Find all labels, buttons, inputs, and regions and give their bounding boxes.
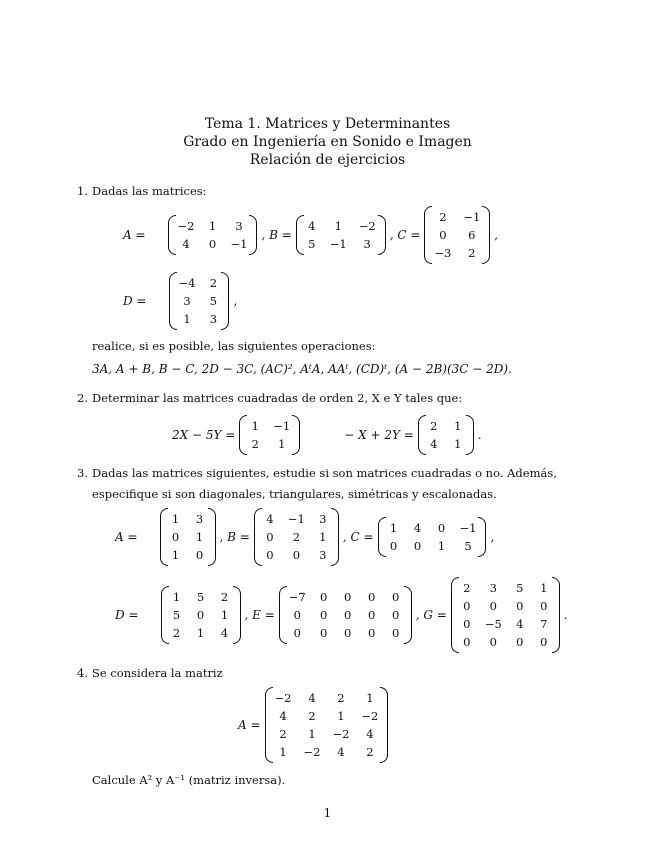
matrix-entry: 5 (196, 590, 205, 604)
matrix-entry: 0 (195, 548, 204, 562)
matrix-entry: 4 (182, 237, 190, 251)
matrix-body (296, 215, 386, 255)
matrix-entry: 2 (366, 745, 374, 759)
comma: , (233, 294, 238, 308)
matrix-entry: 0 (368, 608, 376, 622)
p1-text-2: realice, si es posible, las siguientes operaciones: (92, 339, 376, 353)
label-b: , B = (261, 228, 292, 242)
matrix-entry: 2 (172, 626, 181, 640)
matrix-entry: 6 (468, 228, 476, 242)
matrix-entry: 1 (540, 581, 548, 595)
matrix-entry: 1 (208, 219, 217, 233)
label-d: D = (123, 294, 147, 308)
matrix-entry: 1 (308, 727, 316, 741)
matrix-a (265, 687, 389, 763)
matrix-entry: 0 (292, 548, 301, 562)
matrix-entry: 1 (278, 437, 286, 451)
right-paren (482, 206, 490, 264)
problem-number: 1. (77, 184, 88, 198)
matrix-body (378, 517, 487, 557)
matrix-entry: 0 (463, 617, 471, 631)
matrix-entry: 0 (320, 590, 328, 604)
matrix-entry: 2 (439, 210, 447, 224)
left-paren (279, 586, 287, 644)
matrix-entry: 4 (430, 437, 438, 451)
p1-operations: 3A, A + B, B − C, 2D − 3C, (AC)², AᵗA, AAᵗ, (CD)ᵗ, (A − 2B)(3C − 2D). (92, 362, 512, 376)
problem-text-1: Dadas las matrices siguientes, estudie si son matrices cuadradas o no. Además, (92, 466, 557, 480)
matrix-entry: 2 (251, 437, 259, 451)
label-c: , C = (389, 228, 421, 242)
matrix-entry: 1 (334, 219, 342, 233)
p3-matrices-row-1 (115, 504, 494, 570)
p1-matrices-row-2 (123, 268, 237, 334)
matrix-a (168, 215, 258, 255)
equation-1: 2X − 5Y = (172, 428, 236, 442)
p3-matrices-row-2 (115, 574, 568, 656)
matrix-body (168, 215, 258, 255)
problem-intro: Dadas las matrices: (92, 184, 207, 198)
problem-number: 3. (77, 466, 88, 480)
matrix-entry: 1 (171, 512, 180, 526)
matrix-entry: 0 (293, 608, 301, 622)
matrix-entry: 0 (540, 599, 548, 613)
matrix-entry: 0 (368, 590, 376, 604)
matrix-entry: −3 (434, 246, 452, 260)
comma: , (490, 530, 495, 544)
matrix-entry: −1 (463, 210, 481, 224)
matrix-entry: 3 (319, 512, 327, 526)
matrix-entry: 0 (293, 626, 301, 640)
matrix-entry: 1 (337, 709, 345, 723)
comma: , (494, 228, 499, 242)
matrix-entry: 1 (195, 530, 204, 544)
left-paren (265, 687, 273, 763)
matrix-entry: 2 (279, 727, 287, 741)
title-block (0, 115, 655, 169)
matrix-entry: 0 (437, 521, 446, 535)
right-paren (331, 508, 339, 566)
matrix-entry: 3 (319, 548, 327, 562)
matrix-entry: 1 (279, 745, 287, 759)
matrix-entry: 0 (266, 548, 274, 562)
matrix-entry: 1 (454, 419, 462, 433)
matrix-entry: 0 (489, 599, 497, 613)
matrix-entry: 1 (171, 548, 180, 562)
right-paren (478, 517, 486, 557)
matrix-body (169, 272, 230, 330)
matrix-entry: 0 (368, 626, 376, 640)
matrix-entry: 0 (463, 599, 471, 613)
left-paren (451, 577, 459, 653)
problem-text-2: especifique si son diagonales, triangulares, simétricas y escalonadas. (92, 487, 497, 501)
label-c: , C = (342, 530, 374, 544)
matrix-entry: 0 (439, 228, 447, 242)
matrix-entry: 4 (308, 219, 316, 233)
label-d: D = (115, 608, 139, 622)
page-number: 1 (323, 806, 332, 820)
matrix-entry: 2 (209, 276, 218, 290)
matrix-c (378, 517, 487, 557)
title-line-1: Tema 1. Matrices y Determinantes (204, 116, 451, 132)
matrix-entry: 5 (516, 581, 524, 595)
matrix-entry: 2 (463, 581, 471, 595)
matrix-entry: 0 (392, 590, 400, 604)
matrix-e (279, 586, 412, 644)
matrix-entry: 1 (196, 626, 205, 640)
matrix-entry: 0 (344, 590, 352, 604)
matrix-entry: 3 (235, 219, 243, 233)
label-a: A = (115, 530, 138, 544)
period: . (477, 428, 482, 442)
matrix-entry: 0 (320, 626, 328, 640)
matrix-entry: −5 (484, 617, 502, 631)
matrix-g (451, 577, 560, 653)
matrix-entry: 2 (337, 691, 345, 705)
matrix-entry: 0 (392, 608, 400, 622)
matrix-entry: 0 (463, 635, 471, 649)
left-paren (254, 508, 262, 566)
matrix-entry: 4 (516, 617, 524, 631)
matrix-entry: 2 (220, 590, 229, 604)
matrix-entry: 4 (413, 521, 422, 535)
matrix-entry: 1 (389, 521, 398, 535)
right-paren (249, 215, 257, 255)
right-paren (233, 586, 241, 644)
matrix-entry: 3 (489, 581, 497, 595)
problem-text: Se considera la matriz (92, 666, 223, 680)
matrix-entry: 3 (183, 294, 191, 308)
matrix-entry: 0 (196, 608, 205, 622)
matrix-entry: −2 (303, 745, 321, 759)
right-paren (404, 586, 412, 644)
matrix-entry: 0 (389, 539, 398, 553)
matrix-entry: 0 (208, 237, 217, 251)
matrix-entry: 1 (220, 608, 229, 622)
matrix-entry: 0 (344, 626, 352, 640)
matrix-entry: 1 (251, 419, 259, 433)
matrix-a (160, 508, 216, 566)
left-paren (168, 215, 176, 255)
label-e: , E = (244, 608, 275, 622)
matrix-entry: −2 (177, 219, 195, 233)
matrix-b (254, 508, 339, 566)
matrix-entry: 7 (540, 617, 548, 631)
period: . (563, 608, 568, 622)
matrix-entry: 3 (195, 512, 204, 526)
right-paren (221, 272, 229, 330)
matrix-m1 (239, 415, 300, 455)
matrix-m2 (418, 415, 474, 455)
matrix-body (265, 687, 389, 763)
matrix-entry: 1 (172, 590, 181, 604)
matrix-entry: 5 (172, 608, 181, 622)
matrix-entry: 2 (292, 530, 301, 544)
matrix-entry: 2 (308, 709, 316, 723)
matrix-entry: −1 (273, 419, 291, 433)
matrix-entry: −7 (288, 590, 306, 604)
matrix-body (424, 206, 490, 264)
matrix-entry: −1 (459, 521, 477, 535)
matrix-body (254, 508, 339, 566)
matrix-entry: −1 (287, 512, 305, 526)
matrix-entry: 5 (464, 539, 472, 553)
left-paren (161, 586, 169, 644)
matrix-entry: 1 (366, 691, 374, 705)
matrix-entry: 0 (344, 608, 352, 622)
title-line-2: Grado en Ingeniería en Sonido e Imagen (183, 134, 472, 150)
matrix-entry: 0 (392, 626, 400, 640)
matrix-entry: 3 (363, 237, 371, 251)
matrix-entry: 4 (279, 709, 287, 723)
matrix-entry: 5 (209, 294, 218, 308)
label-g: , G = (415, 608, 447, 622)
matrix-entry: 4 (308, 691, 316, 705)
matrix-d (161, 586, 241, 644)
left-paren (424, 206, 432, 264)
matrix-entry: −2 (332, 727, 350, 741)
matrix-entry: 0 (266, 530, 274, 544)
matrix-body (161, 586, 241, 644)
label-a: A = (123, 228, 146, 242)
matrix-entry: 1 (183, 312, 191, 326)
matrix-d (169, 272, 230, 330)
right-paren (552, 577, 560, 653)
matrix-entry: −2 (274, 691, 292, 705)
left-paren (160, 508, 168, 566)
matrix-entry: −2 (358, 219, 376, 233)
p1-matrices-row-1 (123, 202, 498, 268)
left-paren (169, 272, 177, 330)
problem-number: 4. (77, 666, 88, 680)
right-paren (208, 508, 216, 566)
left-paren (296, 215, 304, 255)
matrix-entry: 4 (337, 745, 345, 759)
p4-matrix-row (238, 683, 392, 767)
matrix-body (279, 586, 412, 644)
matrix-entry: 3 (209, 312, 218, 326)
matrix-entry: −2 (361, 709, 379, 723)
right-paren (466, 415, 474, 455)
matrix-entry: 0 (413, 539, 422, 553)
left-paren (239, 415, 247, 455)
left-paren (378, 517, 386, 557)
label-a: A = (238, 718, 261, 732)
matrix-entry: 2 (468, 246, 476, 260)
matrix-b (296, 215, 386, 255)
matrix-entry: 4 (220, 626, 229, 640)
label-b: , B = (219, 530, 250, 544)
matrix-entry: 1 (319, 530, 327, 544)
matrix-c (424, 206, 490, 264)
matrix-entry: −1 (329, 237, 347, 251)
matrix-body (239, 415, 300, 455)
right-paren (292, 415, 300, 455)
title-line-3: Relación de ejercicios (249, 152, 406, 168)
matrix-entry: 0 (320, 608, 328, 622)
problem-number: 2. (77, 391, 88, 405)
matrix-entry: −4 (178, 276, 196, 290)
matrix-entry: 0 (489, 635, 497, 649)
matrix-body (451, 577, 560, 653)
problem-text: Determinar las matrices cuadradas de orden 2, X e Y tales que: (92, 391, 463, 405)
matrix-entry: −1 (230, 237, 248, 251)
matrix-entry: 4 (266, 512, 274, 526)
right-paren (380, 687, 388, 763)
matrix-entry: 1 (437, 539, 446, 553)
matrix-entry: 4 (366, 727, 374, 741)
equation-2: − X + 2Y = (344, 428, 414, 442)
matrix-entry: 0 (171, 530, 180, 544)
matrix-entry: 5 (308, 237, 316, 251)
p2-equations (172, 412, 482, 458)
matrix-entry: 0 (516, 635, 524, 649)
left-paren (418, 415, 426, 455)
right-paren (378, 215, 386, 255)
matrix-entry: 0 (516, 599, 524, 613)
p4-calc-text: Calcule A² y A⁻¹ (matriz inversa). (92, 773, 286, 787)
matrix-entry: 2 (430, 419, 438, 433)
matrix-entry: 0 (540, 635, 548, 649)
matrix-entry: 1 (454, 437, 462, 451)
